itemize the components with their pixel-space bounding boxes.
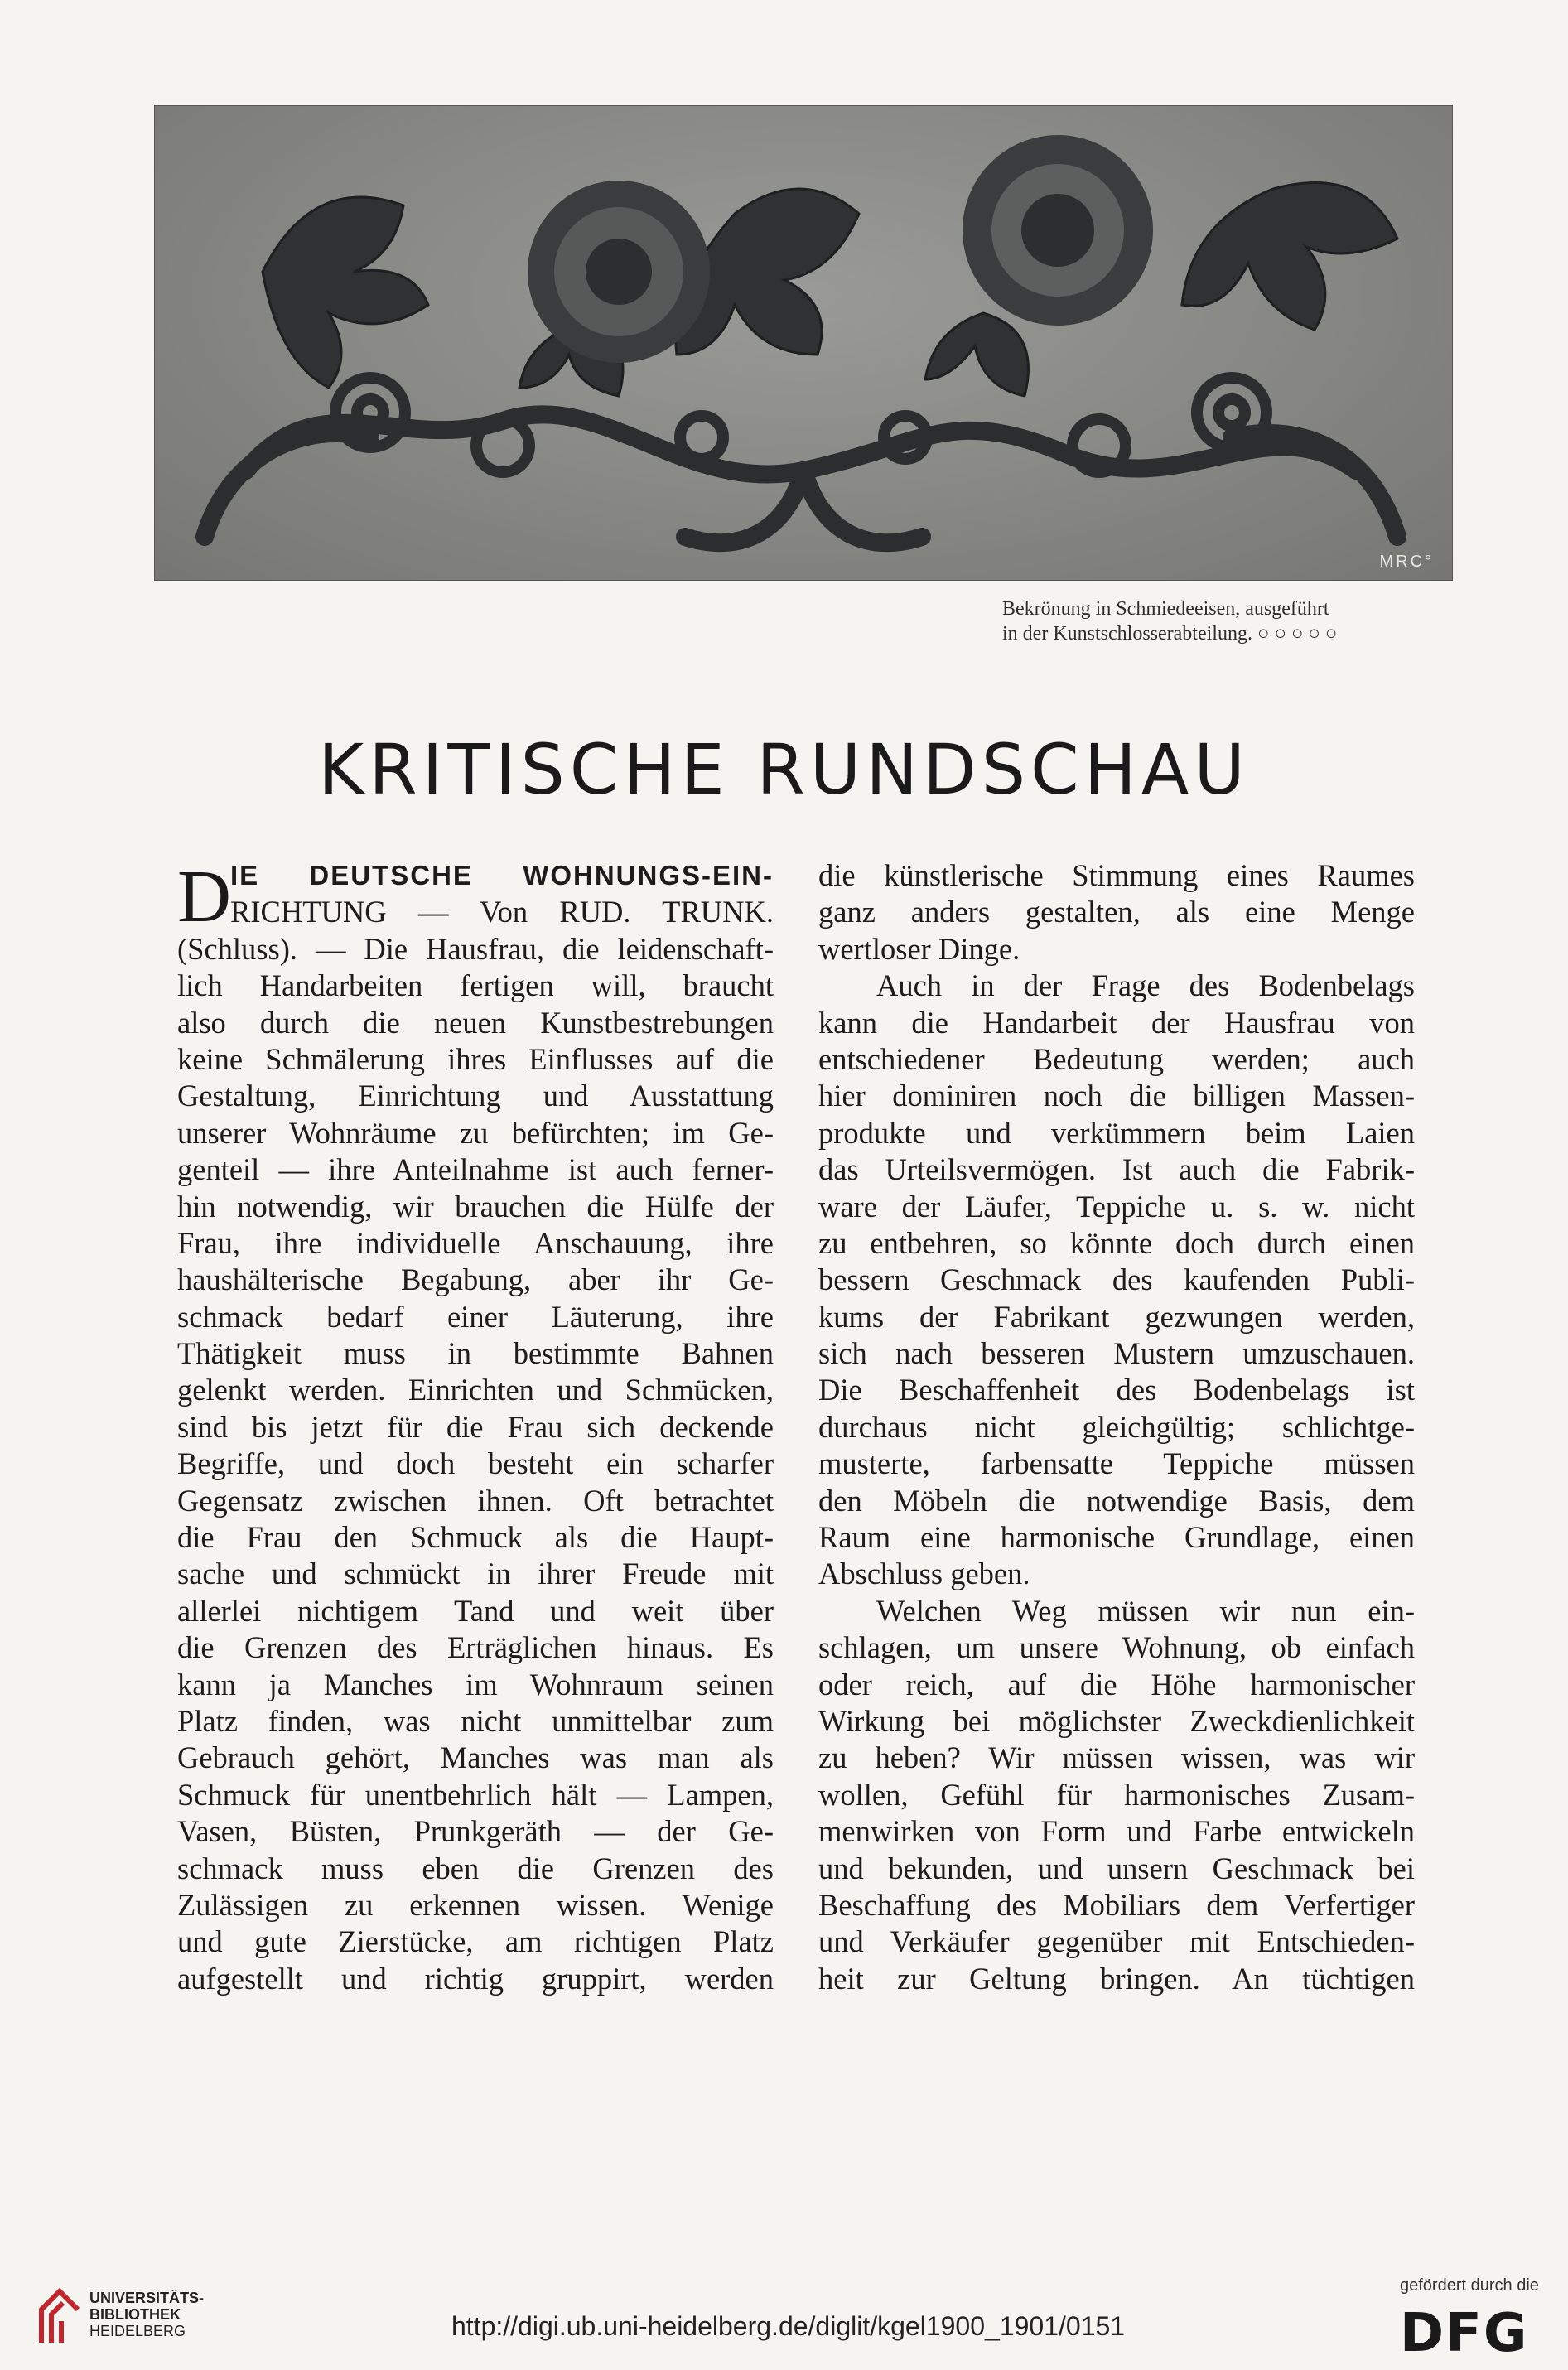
text-line: die Frau den Schmuck als die Haupt- <box>177 1520 774 1555</box>
text-line: zu heben? Wir müssen wissen, was wir <box>818 1740 1415 1775</box>
text-line: das Urteilsvermögen. Ist auch die Fabrik- <box>818 1152 1415 1187</box>
library-line-1: UNIVERSITÄTS- <box>89 2290 205 2306</box>
text-line: den Möbeln die notwendige Basis, dem <box>818 1483 1415 1518</box>
text-line: schmack muss eben die Grenzen des <box>177 1851 774 1885</box>
text-line: entschiedener Bedeutung werden; auch <box>818 1041 1415 1076</box>
text-line: menwirken von Form und Farbe entwickeln <box>818 1814 1415 1849</box>
caption-line-1: Bekrönung in Schmiedeeisen, ausgeführt <box>1002 598 1329 620</box>
text-line: hin notwendig, wir brauchen die Hülfe der <box>177 1189 774 1224</box>
text-line: ganz anders gestalten, als eine Menge <box>818 895 1415 929</box>
text-line: sich nach besseren Mustern umzuschauen. <box>818 1336 1415 1371</box>
text-line: Frau, ihre individuelle Anschauung, ihre <box>177 1225 774 1260</box>
ornament-illustration <box>155 106 1452 580</box>
text-line: durchaus nicht gleichgültig; schlichtge- <box>818 1409 1415 1444</box>
caption-line-2: in der Kunstschlosserabteilung. ○ ○ ○ ○ ○ <box>1002 623 1338 644</box>
text-line: kann ja Manches im Wohnraum seinen <box>177 1667 774 1701</box>
text-line: die künstlerische Stimmung eines Raumes <box>818 858 1415 892</box>
library-line-2: BIBLIOTHEK <box>89 2306 181 2323</box>
text-line: lich Handarbeiten fertigen will, braucht <box>177 968 774 1003</box>
text-line: (Schluss). — Die Hausfrau, die leidenschaft- <box>177 931 774 966</box>
ironwork-photograph <box>154 105 1453 581</box>
text-line: bessern Geschmack des kaufenden Publi- <box>818 1262 1415 1297</box>
text-line: kann die Handarbeit der Hausfrau von <box>818 1005 1415 1040</box>
text-line: ware der Läufer, Teppiche u. s. w. nicht <box>818 1189 1415 1224</box>
text-line: oder reich, auf die Höhe harmonischer <box>818 1667 1415 1701</box>
text-line: Die Beschaffenheit des Bodenbelags ist <box>818 1373 1415 1407</box>
text-line: IE DEUTSCHE WOHNUNGS-EIN- <box>230 860 774 891</box>
figure-caption <box>1002 596 1450 646</box>
dfg-logo: DFG <box>1400 2303 1529 2364</box>
text-line: sache und schmückt in ihrer Freude mit <box>177 1557 774 1591</box>
text-line: kums der Fabrikant gezwungen werden, <box>818 1299 1415 1334</box>
text-line: allerlei nichtigem Tand und weit über <box>177 1593 774 1628</box>
text-line: gelenkt werden. Einrichten und Schmücken, <box>177 1373 774 1407</box>
text-line: heit zur Geltung bringen. An tüchtigen <box>818 1961 1415 1996</box>
text-line: Thätigkeit muss in bestimmte Bahnen <box>177 1336 774 1371</box>
text-line: RICHTUNG — Von RUD. TRUNK. <box>230 895 774 929</box>
text-line: Auch in der Frage des Bodenbelags <box>876 968 1415 1003</box>
text-line: Gestaltung, Einrichtung und Ausstattung <box>177 1079 774 1113</box>
page-footer <box>0 2253 1568 2370</box>
text-line: Gebrauch gehört, Manches was man als <box>177 1740 774 1775</box>
text-line: Schmuck für unentbehrlich hält — Lampen, <box>177 1777 774 1812</box>
text-line: und bekunden, und unsern Geschmack bei <box>818 1851 1415 1885</box>
article-column-left <box>177 857 774 1997</box>
library-name <box>89 2290 204 2339</box>
text-line: sind bis jetzt für die Frau sich deckende <box>177 1409 774 1444</box>
text-line: Raum eine harmonische Grundlage, einen <box>818 1520 1415 1555</box>
university-library-logo-icon <box>35 2285 84 2346</box>
text-line: produkte und verkümmern beim Laien <box>818 1115 1415 1150</box>
text-line: Begriffe, und doch besteht ein scharfer <box>177 1446 774 1481</box>
article-column-right <box>818 857 1415 1997</box>
text-line: aufgestellt und richtig gruppirt, werden <box>177 1961 774 1996</box>
text-line: musterte, farbensatte Teppiche müssen <box>818 1446 1415 1481</box>
text-line: Welchen Weg müssen wir nun ein- <box>876 1593 1415 1628</box>
permalink-url[interactable]: http://digi.ub.uni-heidelberg.de/diglit/kgel1900_1901/0151 <box>451 2311 1126 2341</box>
text-line: keine Schmälerung ihres Einflusses auf die <box>177 1041 774 1076</box>
text-line: Gegensatz zwischen ihnen. Oft betrachtet <box>177 1483 774 1518</box>
text-line: Wirkung bei möglichster Zweckdienlichkeit <box>818 1703 1415 1738</box>
text-line: zu entbehren, so könnte doch durch einen <box>818 1225 1415 1260</box>
text-line: schmack bedarf einer Läuterung, ihre <box>177 1299 774 1334</box>
section-title: KRITISCHE RUNDSCHAU <box>318 729 1250 810</box>
text-line: wertloser Dinge. <box>818 931 1020 966</box>
funding-label: gefördert durch die <box>1400 2276 1539 2295</box>
text-line: die Grenzen des Erträglichen hinaus. Es <box>177 1630 774 1665</box>
text-line: Zulässigen zu erkennen wissen. Wenige <box>177 1887 774 1922</box>
text-line: unserer Wohnräume zu befürchten; im Ge- <box>177 1115 774 1150</box>
text-line: hier dominiren noch die billigen Massen- <box>818 1079 1415 1113</box>
text-line: Platz finden, was nicht unmittelbar zum <box>177 1703 774 1738</box>
photographer-mark: MRC° <box>1379 553 1434 571</box>
text-line: Beschaffung des Mobiliars dem Verfertiger <box>818 1887 1415 1922</box>
text-line: und Verkäufer gegenüber mit Entschieden- <box>818 1924 1415 1959</box>
text-line: also durch die neuen Kunstbestrebungen <box>177 1005 774 1040</box>
drop-cap: D <box>177 856 231 938</box>
text-line: haushälterische Begabung, aber ihr Ge- <box>177 1262 774 1297</box>
text-line: Abschluss geben. <box>818 1557 1030 1591</box>
library-line-3: HEIDELBERG <box>89 2323 186 2339</box>
text-line: schlagen, um unsere Wohnung, ob einfach <box>818 1630 1415 1665</box>
text-line: wollen, Gefühl für harmonisches Zusam- <box>818 1777 1415 1812</box>
text-line: und gute Zierstücke, am richtigen Platz <box>177 1924 774 1959</box>
text-line: genteil — ihre Anteilnahme ist auch ferner- <box>177 1152 774 1187</box>
text-line: Vasen, Büsten, Prunkgeräth — der Ge- <box>177 1814 774 1849</box>
